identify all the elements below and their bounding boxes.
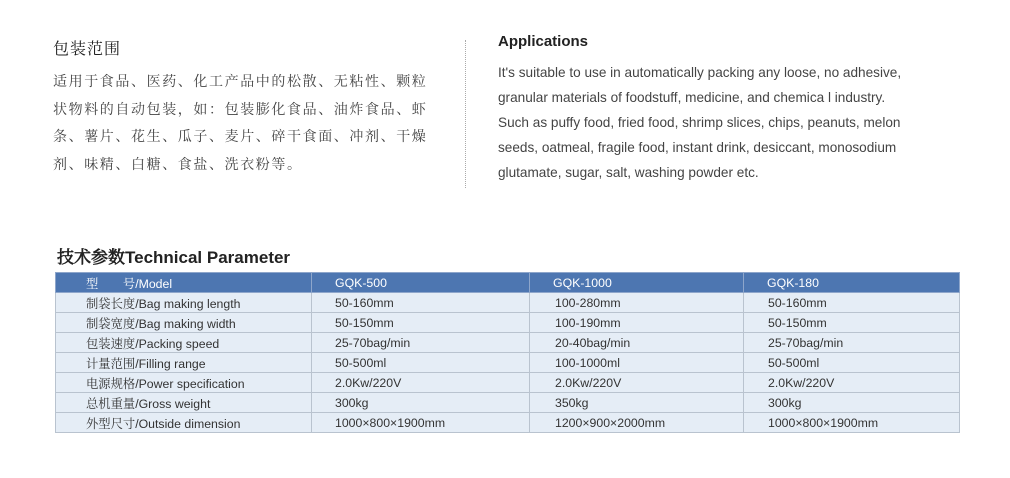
chinese-line: 剂、味精、白糖、食盐、洗衣粉等。 [53, 156, 303, 173]
table-cell: 2.0Kw/220V [530, 373, 744, 393]
table-cell: 300kg [312, 393, 530, 413]
table-row [56, 373, 960, 393]
section-divider [465, 40, 466, 188]
chinese-section-title: 包装范围 [53, 39, 122, 58]
table-row [56, 293, 960, 313]
table-cell: 2.0Kw/220V [312, 373, 530, 393]
header-cell: GQK-1000 [530, 273, 744, 293]
table-cell: 1000×800×1900mm [312, 413, 530, 433]
table-cell: 50-160mm [312, 293, 530, 313]
header-cell: GQK-180 [744, 273, 960, 293]
table-cell: 20-40bag/min [530, 333, 744, 353]
table-row [56, 313, 960, 333]
english-line: It's suitable to use in automatically packing any loose, no adhesive, [498, 65, 902, 80]
english-section-text [498, 60, 960, 185]
table-row [56, 413, 960, 433]
table-cell: 2.0Kw/220V [744, 373, 960, 393]
english-applications-section [498, 33, 960, 185]
table-cell: 350kg [530, 393, 744, 413]
table-cell: 100-190mm [530, 313, 744, 333]
tech-title-en: Technical Parameter [125, 248, 291, 267]
english-section-title: Applications [498, 33, 589, 50]
header-cell: 型 号/Model [56, 273, 312, 293]
table-cell: 计量范围/Filling range [56, 353, 312, 373]
technical-parameter-table [55, 272, 960, 433]
table-cell: 50-150mm [312, 313, 530, 333]
tech-title-cn: 技术参数 [57, 248, 125, 268]
chinese-line: 条、薯片、花生、瓜子、麦片、碎干食面、冲剂、干燥 [53, 129, 428, 145]
chinese-applications-section [53, 36, 443, 179]
english-line: glutamate, sugar, salt, washing powder etc. [498, 165, 759, 180]
table-cell: 100-1000ml [530, 353, 744, 373]
table-cell: 制袋长度/Bag making length [56, 293, 312, 313]
table-row [56, 333, 960, 353]
table-cell: 300kg [744, 393, 960, 413]
chinese-line: 状物料的自动包装，如：包装膨化食品、油炸食品、虾 [53, 101, 428, 118]
header-cell: GQK-500 [312, 273, 530, 293]
table-cell: 1200×900×2000mm [530, 413, 744, 433]
table-header-row [56, 273, 960, 293]
table-cell: 50-160mm [744, 293, 960, 313]
table-cell: 外型尺寸/Outside dimension [56, 413, 312, 433]
chinese-section-text [53, 69, 443, 179]
table-cell: 50-500ml [744, 353, 960, 373]
english-line: seeds, oatmeal, fragile food, instant drink, desiccant, monosodium [498, 140, 897, 155]
table-cell: 25-70bag/min [312, 333, 530, 353]
table-cell: 总机重量/Gross weight [56, 393, 312, 413]
table-cell: 电源规格/Power specification [56, 373, 312, 393]
technical-parameter-title [57, 243, 290, 268]
table-cell: 50-500ml [312, 353, 530, 373]
chinese-line: 适用于食品、医药、化工产品中的松散、无粘性、颗粒 [53, 74, 428, 90]
english-line: granular materials of foodstuff, medicine, and chemica l industry. [498, 90, 886, 105]
table-row [56, 393, 960, 413]
table-cell: 1000×800×1900mm [744, 413, 960, 433]
table-cell: 包装速度/Packing speed [56, 333, 312, 353]
english-line: Such as puffy food, fried food, shrimp slices, chips, peanuts, melon [498, 115, 901, 130]
table-cell: 50-150mm [744, 313, 960, 333]
table-cell: 100-280mm [530, 293, 744, 313]
table-cell: 25-70bag/min [744, 333, 960, 353]
table-cell: 制袋宽度/Bag making width [56, 313, 312, 333]
table-row [56, 353, 960, 373]
